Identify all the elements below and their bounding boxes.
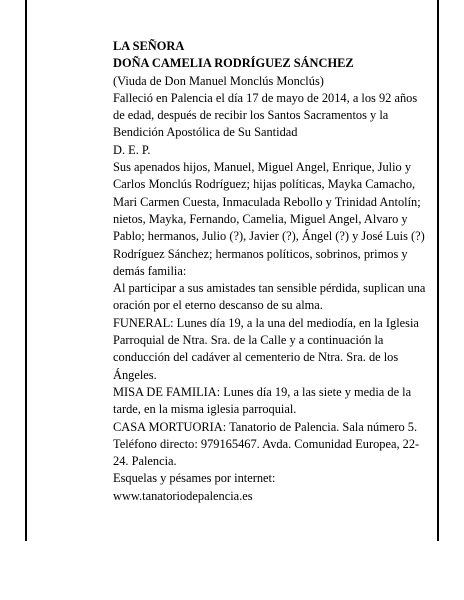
obituary-notice [113, 38, 431, 505]
death-notice-paragraph: Falleció en Palencia el día 17 de mayo de 2014, a los 92 años de edad, después de recibir los Santos Sacramentos y la Bendición Apostólica de Su Santidad [113, 90, 418, 140]
right-border-rule [437, 0, 439, 541]
funeral-home-paragraph: CASA MORTUORIA: Tanatorio de Palencia. Sala número 5. Teléfono directo: 979165467. Avda. Comunidad Europea, 22-24. Palencia. [113, 419, 420, 469]
family-mass-paragraph: MISA DE FAMILIA: Lunes día 19, a las siete y media de la tarde, en la misma iglesia parroquial. [113, 384, 412, 417]
left-border-rule [25, 0, 27, 541]
prayer-request-paragraph: Al participar a sus amistades tan sensible pérdida, suplican una oración por el eterno descanso de su alma. [113, 281, 426, 313]
condolences-label: Esquelas y pésames por internet: [113, 471, 276, 486]
rip-line: D. E. P. [113, 142, 151, 157]
widow-of-line: (Viuda de Don Manuel Monclús Monclús) [113, 73, 324, 88]
notice-title-line-1: LA SEÑORA [113, 39, 185, 53]
family-paragraph: Sus apenados hijos, Manuel, Miguel Angel, Enrique, Julio y Carlos Monclús Rodríguez; hijas políticas, Mayka Camacho, Mari Carmen Cuesta, Inmaculada Rebollo y Trinidad Antolín; nietos, Mayka, Fernando, Camelia, Miguel Angel, Alvaro y Pablo; hermanos, Julio (?), Javier (?), Ángel (?) y José Luis (?) Rodríguez Sánchez; hermanos políticos, sobrinos, primos y demás familia: [113, 160, 425, 278]
funeral-paragraph: FUNERAL: Lunes día 19, a la una del mediodía, en la Iglesia Parroquial de Ntra. Sra. de la Calle y a continuación la conducción del cadáver al cementerio de Ntra. Sra. de los Ángeles. [113, 315, 419, 382]
website-link[interactable]: www.tanatoriodepalencia.es [113, 488, 253, 503]
notice-title-line-2: DOÑA CAMELIA RODRÍGUEZ SÁNCHEZ [113, 56, 354, 71]
